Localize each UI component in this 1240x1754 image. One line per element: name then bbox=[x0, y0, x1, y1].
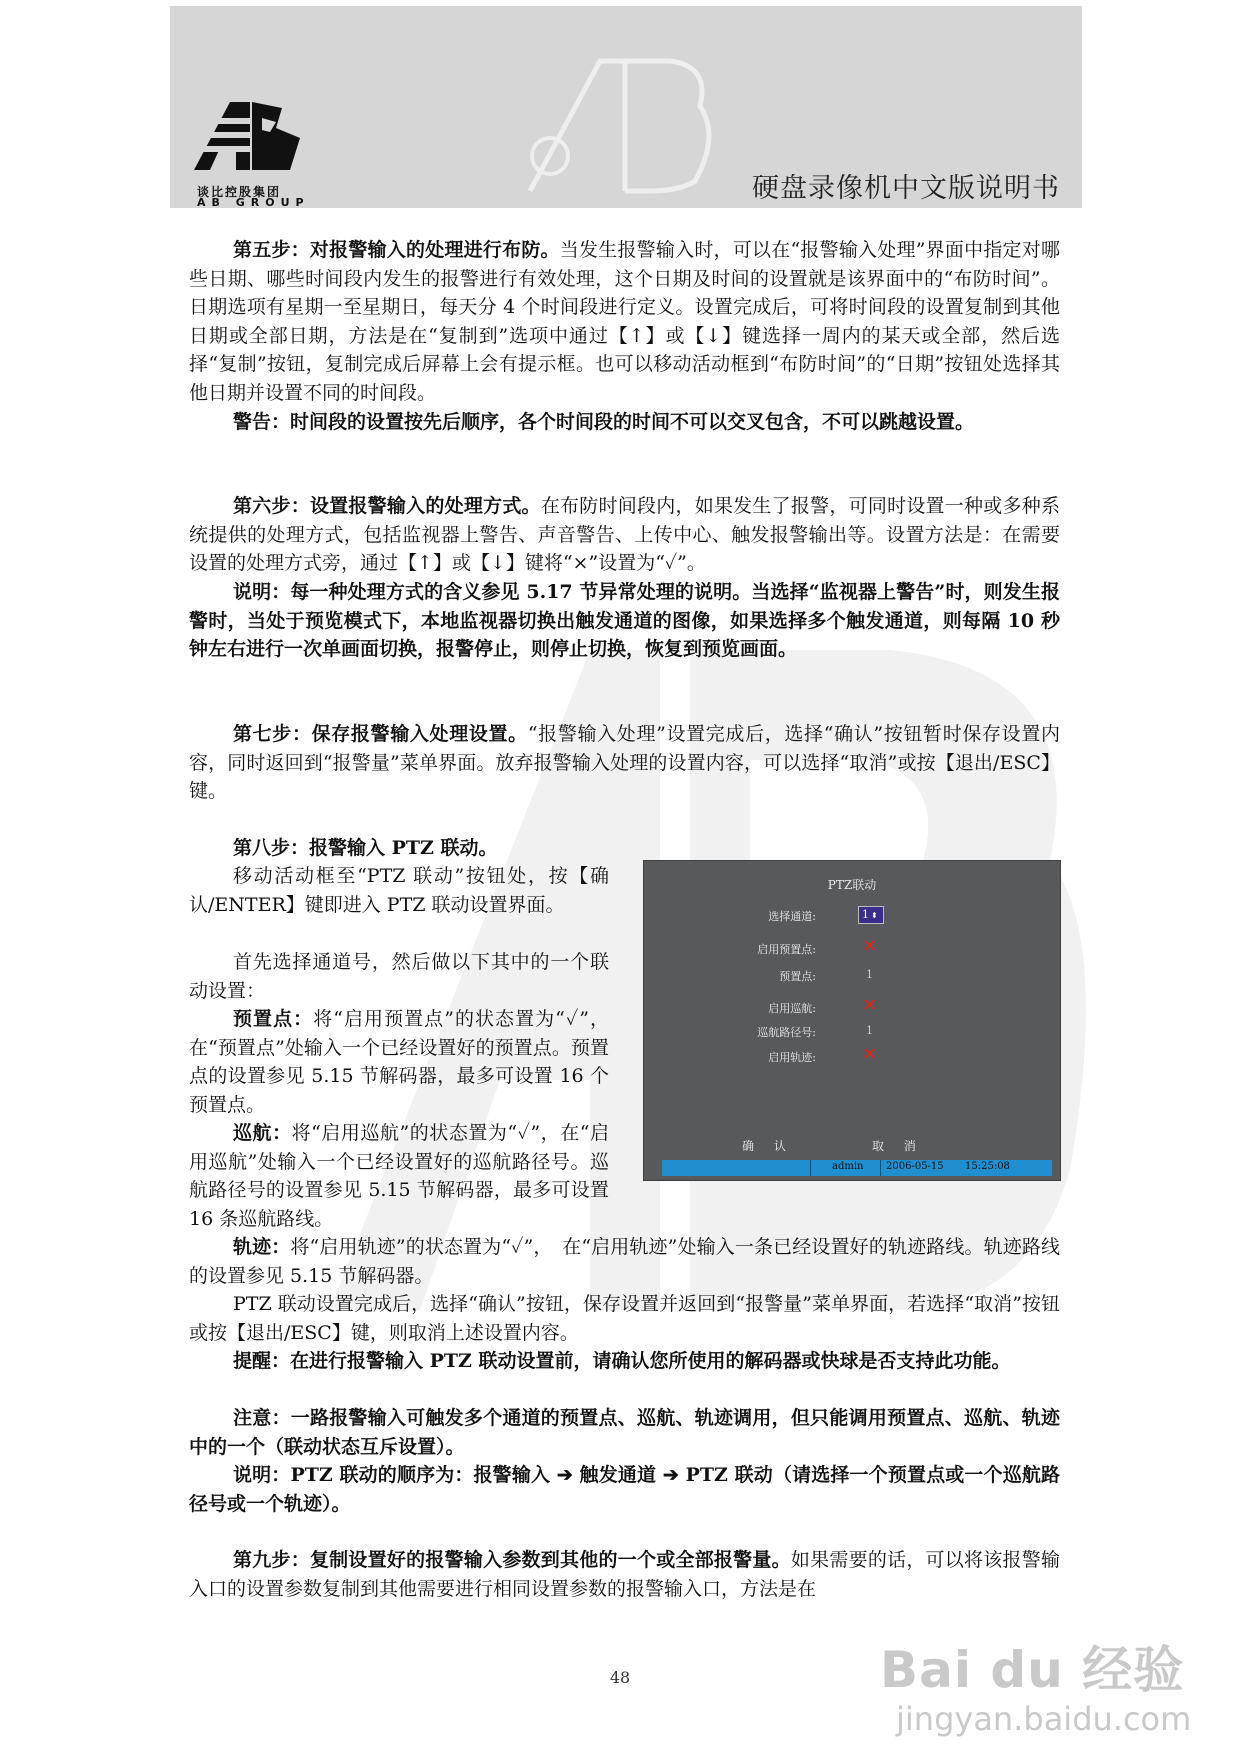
ab-outline-logo bbox=[520, 56, 720, 196]
step5-heading: 第五步：对报警输入的处理进行布防。 bbox=[233, 239, 560, 261]
preset-text: 将“启用预置点”的状态置为“✓”，在“预置点”处输入一个已经设置好的预置点。预置点的设置参见 5.15 节解码器，最多可设置 16 个预置点。 bbox=[189, 1008, 609, 1116]
ok-button[interactable]: 确 认 bbox=[742, 1139, 794, 1153]
cruise-heading: 巡航： bbox=[233, 1122, 292, 1144]
track-text: 将“启用轨迹”的状态置为“✓”， 在“启用轨迹”处输入一条已经设置好的轨迹路线。轨迹路线的设置参见 5.15 节解码器。 bbox=[189, 1236, 1060, 1287]
logo-en-text: AB GROUP bbox=[197, 196, 310, 209]
ptz-linkage-screenshot bbox=[643, 860, 1061, 1181]
track-paragraph bbox=[189, 1233, 1060, 1290]
cruise-path-label: 巡航路径号: bbox=[757, 1026, 816, 1039]
preset-paragraph bbox=[189, 1005, 609, 1119]
cruise-path-input[interactable]: 1 bbox=[866, 1024, 873, 1037]
preset-enable-checkbox[interactable]: ✕ bbox=[862, 936, 878, 957]
step8-heading: 第八步：报警输入 PTZ 联动。 bbox=[233, 837, 498, 859]
baidu-watermark-logo: Bai du 经验 bbox=[880, 1641, 1185, 1699]
cruise-enable-checkbox[interactable]: ✕ bbox=[862, 995, 878, 1016]
step7-paragraph bbox=[189, 720, 1060, 806]
note-paragraph: 说明：每一种处理方式的含义参见 5.17 节异常处理的说明。当选择“监视器上警告”时，则发生报警时，当处于预览模式下，本地监视器切换出触发通道的图像，如果选择多个触发通道，则每隔 10 秒钟左右进行一次单画面切换，报警停止，则停止切换，恢复到预览画面。 bbox=[189, 581, 1060, 660]
step9-heading: 第九步：复制设置好的报警输入参数到其他的一个或全部报警量。 bbox=[233, 1549, 791, 1571]
step6-heading: 第六步：设置报警输入的处理方式。 bbox=[233, 495, 541, 517]
preset-enable-label: 启用预置点: bbox=[757, 943, 816, 956]
screen-title: PTZ联动 bbox=[827, 878, 877, 892]
cruise-enable-label: 启用巡航: bbox=[768, 1002, 816, 1015]
page-number: 48 bbox=[609, 1668, 631, 1687]
reminder-paragraph: 提醒：在进行报警输入 PTZ 联动设置前，请确认您所使用的解码器或快球是否支持此功能。 bbox=[233, 1350, 1011, 1372]
order-note-paragraph: 说明：PTZ 联动的顺序为：报警输入 ➔ 触发通道 ➔ PTZ 联动（请选择一个预置点或一个巡航路径号或一个轨迹）。 bbox=[189, 1464, 1060, 1515]
channel-value: 1 bbox=[862, 908, 869, 921]
logo-cn-text: 谈比控股集团 bbox=[197, 185, 282, 199]
status-bar bbox=[662, 1160, 1052, 1176]
ptz-finish-paragraph: PTZ 联动设置完成后，选择“确认”按钮，保存设置并返回到“报警量”菜单界面，若选择“取消”按钮或按【退出/ESC】键，则取消上述设置内容。 bbox=[189, 1293, 1060, 1344]
step5-paragraph bbox=[189, 236, 1060, 407]
channel-select-text: 首先选择通道号，然后做以下其中的一个联动设置： bbox=[189, 951, 609, 1002]
status-time: 15:25:08 bbox=[965, 1161, 1010, 1172]
channel-label: 选择通道: bbox=[768, 910, 816, 923]
caution-paragraph: 注意：一路报警输入可触发多个通道的预置点、巡航、轨迹调用，但只能调用预置点、巡航、轨迹中的一个（联动状态互斥设置）。 bbox=[189, 1407, 1060, 1458]
cruise-text: 将“启用巡航”的状态置为“✓”，在“启用巡航”处输入一个已经设置好的巡航路径号。巡航路径号的设置参见 5.15 节解码器，最多可设置 16 条巡航路线。 bbox=[189, 1122, 609, 1230]
preset-input[interactable]: 1 bbox=[866, 968, 873, 981]
up-down-arrows-icon: ⬍ bbox=[871, 911, 878, 920]
step6-paragraph bbox=[189, 492, 1060, 578]
status-date: 2006-05-15 bbox=[886, 1161, 944, 1172]
status-user: admin bbox=[832, 1161, 864, 1172]
cancel-button[interactable]: 取 消 bbox=[872, 1139, 924, 1153]
preset-heading: 预置点： bbox=[233, 1008, 314, 1030]
step7-text: “报警输入处理”设置完成后，选择“确认”按钮暂时保存设置内容，同时返回到“报警量”菜单界面。放弃报警输入处理的设置内容，可以选择“取消”或按【退出/ESC】键。 bbox=[189, 723, 1060, 802]
header-title: 硬盘录像机中文版说明书 bbox=[752, 173, 1060, 204]
step9-paragraph bbox=[189, 1546, 1060, 1603]
page-header bbox=[170, 6, 1082, 208]
preset-label: 预置点: bbox=[779, 970, 816, 983]
warning-paragraph: 警告：时间段的设置按先后顺序，各个时间段的时间不可以交叉包含，不可以跳越设置。 bbox=[233, 411, 975, 433]
ab-group-logo bbox=[190, 98, 310, 174]
cruise-paragraph bbox=[189, 1119, 609, 1233]
step9-text: 如果需要的话，可以将该报警输入口的设置参数复制到其他需要进行相同设置参数的报警输入口，方法是在 bbox=[189, 1549, 1060, 1600]
track-enable-checkbox[interactable]: ✕ bbox=[862, 1044, 878, 1065]
step6-text: 在布防时间段内，如果发生了报警，可同时设置一种或多种系统提供的处理方式，包括监视器上警告、声音警告、上传中心、触发报警输出等。设置方法是：在需要设置的处理方式旁，通过【↑】或【↓】键将“×”设置为“✓”。 bbox=[189, 495, 1060, 574]
step5-text: 当发生报警输入时，可以在“报警输入处理”界面中指定对哪些日期、哪些时间段内发生的报警进行有效处理，这个日期及时间的设置就是该界面中的“布防时间”。日期选项有星期一至星期日，每天分 4 个时间段进行定义。设置完成后，可将时间段的设置复制到其他日期或全部日期，方法是在“复制到”选项中通过【↑】或【↓】键选择一周内的某天或全部，然后选择“复制”按钮，复制完成后屏幕上会有提示框。也可以移动活动框到“布防时间”的“日期”按钮处选择其他日期并设置不同的时间段。 bbox=[189, 239, 1060, 404]
track-heading: 轨迹： bbox=[233, 1236, 291, 1258]
step7-heading: 第七步：保存报警输入处理设置。 bbox=[233, 723, 528, 745]
step8-text: 移动活动框至“PTZ 联动”按钮处，按【确认/ENTER】键即进入 PTZ 联动设置界面。 bbox=[189, 865, 609, 916]
channel-select[interactable] bbox=[858, 906, 884, 924]
baidu-watermark-url: jingyan.baidu.com bbox=[896, 1700, 1192, 1738]
track-enable-label: 启用轨迹: bbox=[768, 1051, 816, 1064]
